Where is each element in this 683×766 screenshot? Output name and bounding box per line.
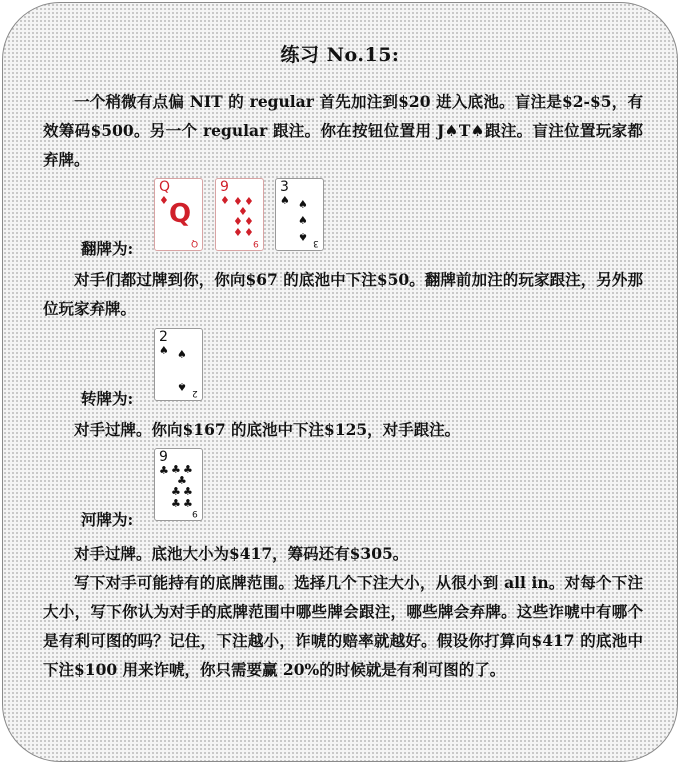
club-icon: ♣: [171, 497, 181, 510]
flop-action-paragraph: 对手们都过牌到你，你向$67 的底池中下注$50。翻牌前加注的玩家跟注，另外那位玩家弃牌。: [43, 270, 643, 318]
flop-label: 翻牌为:: [81, 239, 134, 258]
flop-card-2: [215, 178, 264, 251]
river-label: 河牌为:: [81, 510, 134, 529]
intro-paragraph: 一个稍微有点偏 NIT 的 regular 首先加注到$20 进入底池。盲注是$2-$5，有效筹码$500。另一个 regular 跟注。你在按钮位置用 J♠T♠跟注。盲注位置玩家都弃牌。: [43, 92, 643, 169]
card-rank-inverted: Q: [190, 238, 198, 248]
card-rank: 9: [220, 179, 229, 195]
card-rank-inverted: 3: [313, 238, 319, 248]
diamond-icon: ♦: [238, 205, 248, 218]
question-paragraph: 写下对手可能持有的底牌范围。选择几个下注大小，从很小到 all in。对每个下注大小，写下你认为对手的底牌范围中哪些牌会跟注，哪些牌会弃牌。这些诈唬中有哪个是有利可图的吗？记住，下注越小，诈唬的赔率就越好。假设你打算向$417 的底池中下注$100 用来诈唬，你只需要赢 20%的时候就是有利可图的了。: [43, 573, 643, 679]
card-rank: 3: [280, 179, 289, 195]
spade-icon: ♠: [280, 194, 290, 207]
diamond-icon: ♦: [159, 194, 169, 207]
flop-card-3: [275, 178, 324, 251]
card-rank: 9: [159, 449, 168, 465]
card-rank: Q: [159, 179, 171, 195]
turn-label: 转牌为:: [81, 389, 134, 408]
spade-icon: ♠: [298, 230, 308, 243]
spade-icon: ♠: [298, 214, 308, 227]
card-rank: 2: [159, 329, 168, 345]
card-rank-inverted: 2: [192, 388, 198, 398]
club-icon: ♣: [183, 463, 193, 476]
club-icon: ♣: [183, 497, 193, 510]
club-icon: ♣: [159, 464, 169, 477]
club-icon: ♣: [177, 474, 187, 487]
diamond-icon: ♦: [244, 195, 254, 208]
spade-icon: ♠: [177, 380, 187, 393]
diamond-icon: ♦: [233, 226, 243, 239]
diamond-icon: ♦: [244, 226, 254, 239]
flop-card-1: [154, 178, 203, 251]
club-icon: ♣: [183, 485, 193, 498]
card-rank-inverted: 9: [192, 508, 198, 518]
diamond-icon: ♦: [233, 195, 243, 208]
diamond-icon: ♦: [233, 215, 243, 228]
exercise-panel: [2, 2, 678, 762]
club-icon: ♣: [171, 485, 181, 498]
spade-icon: ♠: [177, 348, 187, 361]
turn-card: [154, 328, 203, 401]
spade-icon: ♠: [298, 198, 308, 211]
club-icon: ♣: [171, 463, 181, 476]
river-card: [154, 448, 203, 521]
turn-action-paragraph: 对手过牌。你向$167 的底池中下注$125，对手跟注。: [74, 420, 461, 439]
spade-icon: ♠: [159, 344, 169, 357]
diamond-icon: ♦: [220, 194, 230, 207]
card-rank-inverted: 9: [253, 238, 259, 248]
card-face-rank: Q: [169, 199, 192, 229]
river-action-paragraph: 对手过牌。底池大小为$417，筹码还有$305。: [74, 544, 409, 563]
diamond-icon: ♦: [244, 215, 254, 228]
exercise-title: 练习 No.15:: [280, 44, 400, 66]
